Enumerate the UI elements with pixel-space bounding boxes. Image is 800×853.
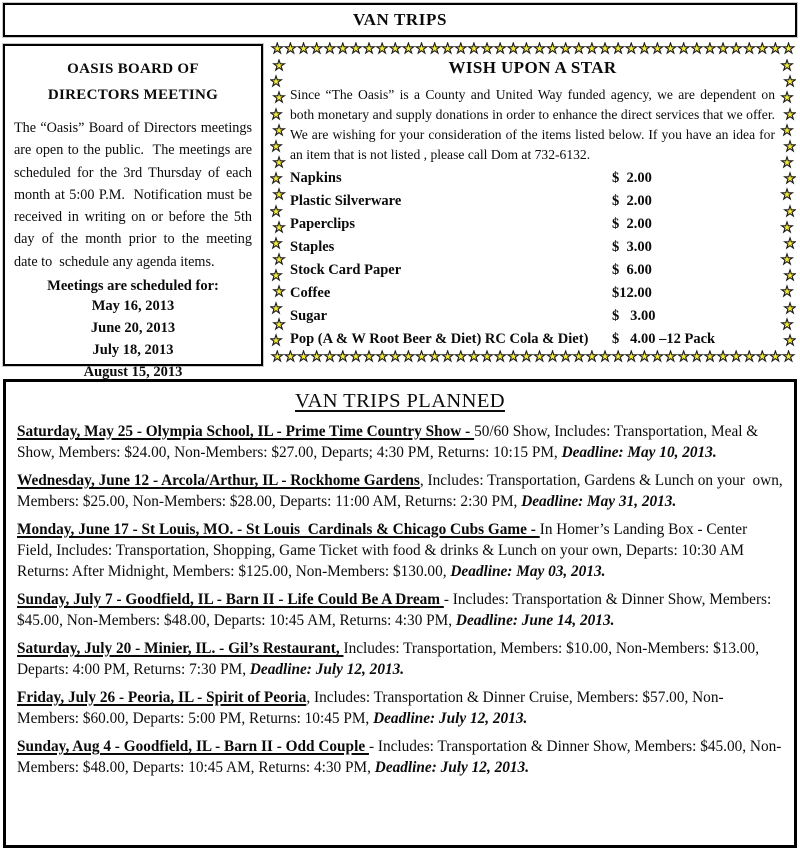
- trip-deadline: Deadline: May 10, 2013.: [561, 443, 717, 461]
- wish-item-name: Coffee: [290, 284, 331, 301]
- wish-item-price: $ 3.00: [612, 307, 656, 324]
- star-icon: ★: [559, 42, 572, 57]
- star-icon: ★: [546, 350, 559, 365]
- star-icon: ★: [493, 350, 507, 365]
- trip-heading: Saturday, May 25 - Olympia School, IL - Prime Time Country Show -: [17, 423, 475, 440]
- star-icon: ★: [780, 316, 794, 333]
- star-icon: ★: [690, 42, 704, 57]
- star-icon: ★: [716, 42, 730, 57]
- star-icon: ★: [559, 350, 572, 365]
- star-icon: ★: [729, 350, 743, 365]
- trip-body: , Includes: Transportation, Gardens & Lunch on your own, Members: $25.00, Non-Members: $28.00, Departs: 11:00 AM, Returns: 2:30 PM,: [17, 472, 787, 510]
- star-icon: ★: [272, 187, 286, 204]
- star-icon: ★: [520, 42, 533, 57]
- star-icon: ★: [284, 42, 297, 57]
- star-icon: ★: [742, 42, 756, 57]
- meeting-date: August 15, 2013: [83, 364, 183, 381]
- oasis-body-text: The “Oasis” Board of Directors meetings are open to the public. The meetings are scheduled for the 3rd Thursday of each month at 5:00 P.M. Notification must be received in writing on or before the 5th day of the month prior to the meeting date to schedule any agenda items.: [14, 120, 256, 270]
- star-icon: ★: [323, 42, 336, 57]
- meeting-date: May 16, 2013: [91, 298, 175, 315]
- wish-item-price: $ 6.00: [612, 261, 652, 278]
- trip-deadline: Deadline: June 14, 2013.: [455, 611, 615, 629]
- star-icon: ★: [428, 42, 441, 57]
- wish-item-price: $ 3.00: [612, 238, 652, 255]
- star-icon: ★: [271, 42, 284, 57]
- star-icon: ★: [388, 42, 402, 57]
- star-icon: ★: [572, 350, 586, 365]
- star-icon: ★: [402, 42, 415, 57]
- wish-list-item: [290, 193, 775, 216]
- star-icon: ★: [520, 350, 533, 365]
- star-icon: ★: [780, 59, 794, 74]
- star-border-left: [270, 59, 288, 349]
- star-icon: ★: [585, 350, 599, 365]
- trip-entry: [17, 688, 783, 730]
- wish-list-item: [290, 170, 775, 193]
- meeting-dates-list: [14, 295, 252, 383]
- wish-item-name: Napkins: [290, 169, 342, 186]
- star-icon: ★: [284, 350, 297, 365]
- star-icon: ★: [388, 350, 402, 365]
- star-icon: ★: [454, 350, 468, 365]
- star-icon: ★: [480, 350, 494, 365]
- star-icon: ★: [362, 42, 376, 57]
- star-icon: ★: [598, 42, 612, 57]
- star-icon: ★: [651, 42, 664, 57]
- trip-body: , Includes: Transportation & Dinner Cruise, Members: $57.00, Non-Members: $60.00, Departs: 5:00 PM, Returns: 10:45 PM,: [17, 689, 724, 728]
- star-icon: ★: [272, 219, 286, 236]
- star-icon: ★: [506, 42, 520, 57]
- star-icon: ★: [756, 350, 769, 365]
- wish-list-item: [290, 331, 775, 354]
- wish-items-list: [290, 170, 775, 354]
- star-icon: ★: [270, 235, 283, 252]
- middle-row: [3, 42, 797, 381]
- star-icon: ★: [270, 171, 283, 188]
- wish-item-name: Sugar: [290, 307, 328, 324]
- trip-deadline: Deadline: July 12, 2013.: [249, 660, 405, 678]
- star-icon: ★: [769, 350, 782, 365]
- trip-deadline: Deadline: July 12, 2013.: [373, 710, 528, 728]
- star-icon: ★: [716, 350, 730, 365]
- wish-item-name: Paperclips: [290, 215, 355, 232]
- star-icon: ★: [769, 42, 782, 57]
- star-icon: ★: [310, 42, 323, 57]
- wish-item-price: $ 2.00: [612, 215, 652, 232]
- trip-entries-list: [17, 422, 787, 779]
- star-border-right: [778, 59, 796, 349]
- oasis-board-meeting-box: [3, 44, 263, 381]
- trip-entry: [17, 471, 787, 513]
- star-icon: ★: [783, 300, 796, 317]
- star-icon: ★: [375, 350, 389, 365]
- trip-deadline: Deadline: May 31, 2013.: [521, 492, 677, 510]
- wish-item-price: $ 4.00 –12 Pack: [612, 330, 716, 347]
- van-trips-banner: [3, 3, 797, 37]
- star-icon: ★: [362, 350, 376, 365]
- star-icon: ★: [415, 350, 428, 365]
- oasis-title-line2: DIRECTORS MEETING: [47, 87, 219, 103]
- star-icon: ★: [782, 350, 795, 365]
- wish-item-name: Plastic Silverware: [290, 192, 402, 209]
- star-icon: ★: [742, 350, 756, 365]
- star-icon: ★: [585, 42, 599, 57]
- star-icon: ★: [780, 155, 794, 172]
- star-icon: ★: [533, 350, 546, 365]
- banner-title: VAN TRIPS: [352, 10, 448, 29]
- star-icon: ★: [598, 350, 612, 365]
- star-icon: ★: [441, 350, 454, 365]
- trip-heading: Friday, July 26 - Peoria, IL - Spirit of Peoria: [17, 689, 307, 707]
- star-icon: ★: [783, 171, 796, 188]
- star-icon: ★: [780, 90, 794, 107]
- wish-content: [290, 55, 782, 347]
- wish-item-name: Stock Card Paper: [290, 261, 402, 278]
- star-icon: ★: [756, 42, 769, 57]
- star-icon: ★: [780, 122, 794, 139]
- meeting-schedule-heading: Meetings are scheduled for:: [47, 278, 219, 295]
- star-icon: ★: [624, 350, 638, 365]
- star-icon: ★: [270, 106, 283, 123]
- wish-intro-text: Since “The Oasis” is a County and United Way funded agency, we are dependent on both monetary and supply donations in order to enhance the direct services that we offer. We are wishing for your consideration of the items listed below. If you have an idea for an item that is not listed , please call Dom at 732-6132.: [290, 87, 782, 162]
- wish-list-item: [290, 285, 775, 308]
- trip-entry: [17, 737, 783, 779]
- star-icon: ★: [349, 350, 363, 365]
- trip-deadline: Deadline: July 12, 2013.: [374, 759, 530, 777]
- star-icon: ★: [310, 350, 323, 365]
- trip-deadline: Deadline: May 03, 2013.: [450, 562, 606, 580]
- star-icon: ★: [272, 90, 286, 107]
- star-icon: ★: [454, 42, 468, 57]
- star-icon: ★: [533, 42, 546, 57]
- star-icon: ★: [783, 74, 796, 91]
- star-icon: ★: [780, 187, 794, 204]
- star-icon: ★: [624, 42, 638, 57]
- star-icon: ★: [783, 235, 796, 252]
- star-icon: ★: [270, 300, 283, 317]
- star-icon: ★: [677, 350, 690, 365]
- trips-title: VAN TRIPS PLANNED: [295, 390, 505, 412]
- star-icon: ★: [480, 42, 494, 57]
- wish-list-item: [290, 239, 775, 262]
- star-icon: ★: [703, 350, 717, 365]
- star-icon: ★: [336, 42, 350, 57]
- star-icon: ★: [611, 42, 625, 57]
- star-icon: ★: [546, 42, 559, 57]
- wish-list-item: [290, 308, 775, 331]
- star-icon: ★: [638, 350, 651, 365]
- star-icon: ★: [428, 350, 441, 365]
- star-icon: ★: [783, 106, 796, 123]
- trip-heading: Monday, June 17 - St Louis, MO. - St Louis Cardinals & Chicago Cubs Game -: [17, 521, 540, 539]
- trip-body: In Homer’s Landing Box - Center Field, Includes: Transportation, Shopping, Game Ticket with food & drinks & Lunch on your own, Departs: 10:30 AM Returns: After Midnight, Members: $125.00, Non-Members: $130.00,: [17, 521, 752, 580]
- star-icon: ★: [272, 316, 286, 333]
- wish-item-name: Pop (A & W Root Beer & Diet) RC Cola & Diet): [290, 330, 593, 347]
- star-icon: ★: [272, 59, 286, 74]
- trip-heading: Wednesday, June 12 - Arcola/Arthur, IL - Rockhome Gardens: [17, 472, 420, 490]
- star-icon: ★: [780, 284, 794, 301]
- star-icon: ★: [638, 42, 651, 57]
- van-trips-planned-box: [3, 379, 797, 848]
- wish-item-price: $ 2.00: [612, 192, 652, 209]
- star-icon: ★: [272, 252, 286, 269]
- star-icon: ★: [270, 268, 283, 285]
- trip-heading: Sunday, July 7 - Goodfield, IL - Barn II - Life Could Be A Dream: [17, 591, 444, 609]
- star-icon: ★: [467, 350, 481, 365]
- star-icon: ★: [272, 284, 286, 301]
- star-icon: ★: [336, 350, 350, 365]
- star-icon: ★: [323, 350, 336, 365]
- star-icon: ★: [349, 42, 363, 57]
- trip-body: 50/60 Show, Includes: Transportation, Meal & Show, Members: $24.00, Non-Members: $27.00, Departs; 4:30 PM, Returns: 10:15 PM,: [17, 423, 763, 461]
- trip-entry: [17, 639, 783, 681]
- star-icon: ★: [664, 350, 677, 365]
- star-icon: ★: [664, 42, 677, 57]
- meeting-date: July 18, 2013: [92, 342, 174, 359]
- trips-title-wrap: [17, 390, 783, 413]
- star-icon: ★: [783, 203, 796, 220]
- star-icon: ★: [783, 268, 796, 285]
- star-icon: ★: [572, 42, 586, 57]
- wish-title: WISH UPON A STAR: [448, 58, 617, 77]
- star-icon: ★: [729, 42, 743, 57]
- star-icon: ★: [677, 42, 690, 57]
- oasis-title-line1: OASIS BOARD OF: [67, 61, 199, 77]
- wish-list-item: [290, 216, 775, 239]
- star-icon: ★: [272, 122, 286, 139]
- star-icon: ★: [703, 42, 717, 57]
- trip-entry: [17, 590, 783, 632]
- star-icon: ★: [415, 42, 428, 57]
- trip-heading: Saturday, July 20 - Minier, IL. - Gil’s Restaurant,: [17, 640, 344, 658]
- star-icon: ★: [270, 203, 283, 220]
- star-icon: ★: [272, 155, 286, 172]
- trip-body: - Includes: Transportation & Dinner Show, Members: $45.00, Non-Members: $48.00, Departs: 10:45 AM, Returns: 4:30 PM,: [17, 738, 782, 777]
- star-icon: ★: [270, 138, 283, 155]
- star-icon: ★: [375, 42, 389, 57]
- star-icon: ★: [783, 332, 796, 349]
- trip-entry: [17, 520, 783, 582]
- star-icon: ★: [493, 42, 507, 57]
- wish-list-item: [290, 262, 775, 285]
- star-icon: ★: [297, 350, 310, 365]
- star-icon: ★: [690, 350, 704, 365]
- trip-heading: Sunday, Aug 4 - Goodfield, IL - Barn II - Odd Couple: [17, 738, 369, 756]
- star-icon: ★: [506, 350, 520, 365]
- trip-entry: [17, 422, 783, 464]
- star-icon: ★: [270, 74, 283, 91]
- wish-upon-a-star-box: [269, 42, 797, 366]
- star-icon: ★: [271, 350, 284, 365]
- star-icon: ★: [467, 42, 481, 57]
- wish-item-price: $ 2.00: [612, 169, 652, 186]
- star-icon: ★: [783, 138, 796, 155]
- star-icon: ★: [270, 332, 283, 349]
- trip-body: - Includes: Transportation & Dinner Show, Members: $45.00, Non-Members: $48.00, Departs: 10:45 AM, Returns: 4:30 PM,: [17, 591, 776, 629]
- wish-item-price: $12.00: [612, 284, 652, 301]
- wish-item-name: Staples: [290, 238, 335, 255]
- star-icon: ★: [782, 42, 795, 57]
- star-icon: ★: [651, 350, 664, 365]
- star-icon: ★: [611, 350, 625, 365]
- star-icon: ★: [402, 350, 415, 365]
- star-icon: ★: [780, 252, 794, 269]
- star-icon: ★: [780, 219, 794, 236]
- star-icon: ★: [297, 42, 310, 57]
- meeting-date: June 20, 2013: [90, 320, 176, 337]
- trip-body: Includes: Transportation, Members: $10.00, Non-Members: $13.00, Departs: 4:00 PM, Returns: 7:30 PM,: [17, 640, 763, 678]
- star-icon: ★: [441, 42, 454, 57]
